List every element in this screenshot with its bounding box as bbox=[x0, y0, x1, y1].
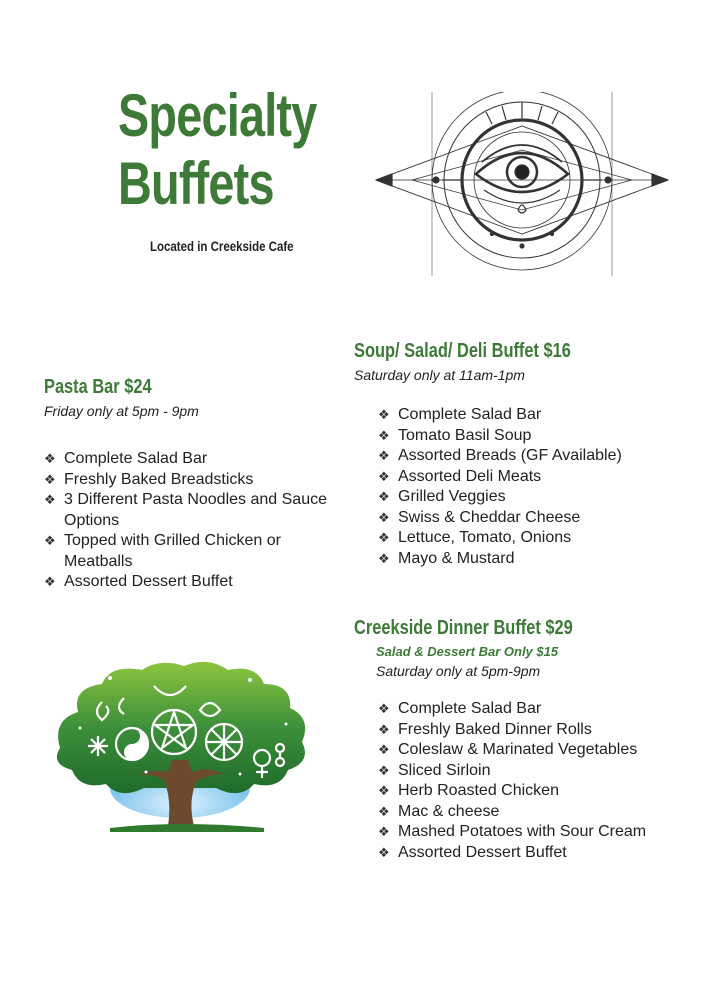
list-item-label: Grilled Veggies bbox=[398, 488, 506, 505]
creekside-dinner-items bbox=[378, 699, 694, 863]
bullet-icon: ❖ bbox=[378, 742, 390, 757]
bullet-icon: ❖ bbox=[378, 762, 390, 778]
list-item-label: Mashed Potatoes with Sour Cream bbox=[398, 823, 647, 840]
title-line-1: Specialty bbox=[118, 82, 317, 149]
list-item bbox=[44, 490, 334, 531]
bullet-icon: ❖ bbox=[378, 783, 390, 798]
soup-salad-deli-items bbox=[378, 405, 684, 569]
location-subtitle: Located in Creekside Cafe bbox=[150, 238, 294, 254]
pasta-bar-items bbox=[44, 449, 334, 593]
list-item-label: Complete Salad Bar bbox=[398, 700, 542, 717]
list-item bbox=[44, 449, 334, 470]
bullet-icon: ❖ bbox=[378, 824, 390, 839]
list-item bbox=[378, 761, 694, 782]
list-item-label: Complete Salad Bar bbox=[398, 406, 542, 423]
pasta-bar-title: Pasta Bar $24 bbox=[44, 376, 152, 398]
pasta-bar-schedule: Friday only at 5pm - 9pm bbox=[44, 403, 199, 419]
list-item-label: Mayo & Mustard bbox=[398, 549, 515, 567]
list-item bbox=[44, 531, 334, 572]
bullet-icon: ❖ bbox=[378, 721, 390, 737]
list-item-label: Assorted Dessert Buffet bbox=[398, 843, 567, 861]
list-item bbox=[378, 549, 684, 570]
list-item bbox=[44, 470, 334, 491]
all-seeing-eye-icon bbox=[372, 92, 672, 276]
list-item bbox=[378, 720, 694, 741]
creekside-dinner-schedule: Saturday only at 5pm-9pm bbox=[376, 663, 541, 679]
bullet-icon: ❖ bbox=[378, 448, 390, 463]
creekside-dinner-title: Creekside Dinner Buffet $29 bbox=[354, 617, 573, 639]
bullet-icon: ❖ bbox=[378, 803, 390, 819]
list-item bbox=[378, 802, 694, 823]
list-item bbox=[378, 822, 694, 843]
bullet-icon: ❖ bbox=[378, 407, 390, 422]
list-item-label: 3 Different Pasta Noodles and Sauce Options bbox=[64, 491, 327, 529]
bullet-icon: ❖ bbox=[378, 530, 390, 545]
list-item bbox=[378, 426, 684, 447]
bullet-icon: ❖ bbox=[44, 533, 56, 548]
title-line-2: Buffets bbox=[118, 150, 274, 217]
list-item-label: Sliced Sirloin bbox=[398, 761, 491, 779]
list-item-label: Complete Salad Bar bbox=[64, 450, 208, 467]
soup-salad-deli-section bbox=[354, 340, 684, 569]
bullet-icon: ❖ bbox=[44, 492, 56, 507]
list-item bbox=[44, 572, 334, 593]
bullet-icon: ❖ bbox=[378, 468, 390, 484]
bullet-icon: ❖ bbox=[44, 451, 56, 466]
bullet-icon: ❖ bbox=[378, 489, 390, 504]
list-item bbox=[378, 487, 684, 508]
creekside-dinner-section bbox=[354, 617, 694, 863]
list-item-label: Mac & cheese bbox=[398, 802, 500, 820]
list-item-label: Assorted Dessert Buffet bbox=[64, 573, 233, 590]
bullet-icon: ❖ bbox=[378, 701, 390, 716]
list-item-label: Lettuce, Tomato, Onions bbox=[398, 529, 572, 546]
page-title bbox=[118, 82, 317, 218]
bullet-icon: ❖ bbox=[44, 574, 56, 589]
list-item-label: Assorted Deli Meats bbox=[398, 467, 542, 485]
list-item bbox=[378, 467, 684, 488]
list-item bbox=[378, 508, 684, 529]
list-item-label: Freshly Baked Dinner Rolls bbox=[398, 720, 592, 738]
bullet-icon: ❖ bbox=[44, 471, 56, 487]
list-item-label: Freshly Baked Breadsticks bbox=[64, 470, 254, 488]
bullet-icon: ❖ bbox=[378, 550, 390, 566]
bullet-icon: ❖ bbox=[378, 509, 390, 525]
list-item bbox=[378, 446, 684, 467]
list-item-label: Assorted Breads (GF Available) bbox=[398, 447, 622, 464]
list-item-label: Tomato Basil Soup bbox=[398, 426, 532, 444]
list-item bbox=[378, 405, 684, 426]
bullet-icon: ❖ bbox=[378, 427, 390, 443]
soup-salad-deli-schedule: Saturday only at 11am-1pm bbox=[354, 367, 525, 383]
list-item-label: Coleslaw & Marinated Vegetables bbox=[398, 741, 638, 758]
list-item-label: Herb Roasted Chicken bbox=[398, 782, 559, 799]
list-item bbox=[378, 528, 684, 549]
list-item-label: Swiss & Cheddar Cheese bbox=[398, 508, 581, 526]
pasta-bar-section bbox=[44, 376, 334, 593]
soup-salad-deli-title: Soup/ Salad/ Deli Buffet $16 bbox=[354, 340, 571, 362]
list-item bbox=[378, 843, 694, 864]
bullet-icon: ❖ bbox=[378, 844, 390, 860]
list-item bbox=[378, 740, 694, 761]
list-item bbox=[378, 699, 694, 720]
tree-of-life-icon bbox=[50, 660, 310, 832]
list-item bbox=[378, 781, 694, 802]
list-item-label: Topped with Grilled Chicken or Meatballs bbox=[64, 532, 281, 570]
creekside-dinner-subnote: Salad & Dessert Bar Only $15 bbox=[376, 644, 559, 659]
